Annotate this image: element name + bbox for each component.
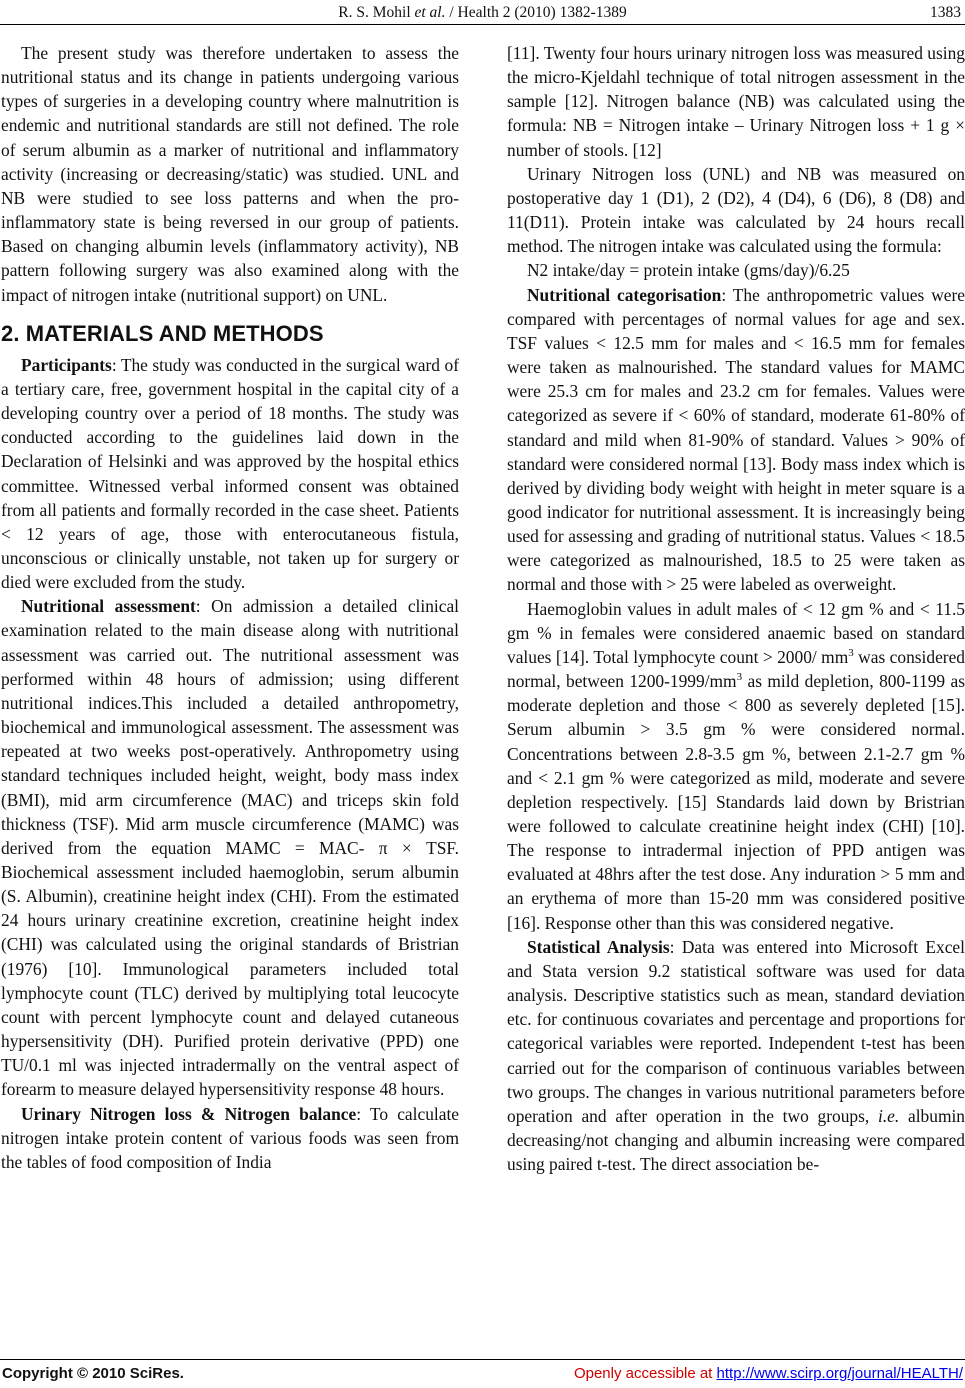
haemoglobin-text-b: was considered normal, between 1200-1999/mm — [507, 646, 965, 692]
categorisation-paragraph — [507, 283, 965, 597]
participants-text: : The study was conducted in the surgical ward of a tertiary care, free, government hospital in the capital city of a developing country over a period of 18 months. The study was conducted according to the guidelines laid down in the Declaration of Helsinki and was approved by the hospital ethics committee. Witnessed verbal informed consent was obtained from all patients and formally recorded in the case sheet. Patients < 12 years of age, those with enterocutaneous fistula, unconscious or clinically unstable, not taken up for surgery or died were excluded from the study. — [1, 354, 459, 593]
categorisation-text: : The anthropometric values were compared with percentages of normal values for age and sex. TSF values < 12.5 mm for males and < 16.5 mm for females were taken as malnourished. The standard values for MAMC were 25.3 cm for males and 23.2 cm for females. Values were categorized as severe if < 60% of standard, moderate 61-80% of standard and mild when 81-90% of standard. Values > 90% of standard were considered normal [13]. Body mass index which is derived by dividing body weight with height in meter square is a good indicator for nutritional assessment. It is increasingly being used for assessing and grading of nutritional status. Values < 18.5 were categorized as malnourished, 18.5 to 25 were taken as normal and those with > 25 were labeled as overweight. — [507, 284, 965, 595]
access-text: Openly accessible at — [573, 1365, 717, 1382]
running-title — [0, 4, 965, 22]
participants-paragraph — [1, 353, 459, 595]
statistical-analysis-label: Statistical Analysis — [527, 936, 670, 957]
unl-measurement-paragraph: Urinary Nitrogen loss (UNL) and NB was measured on postoperative day 1 (D1), 2 (D2), 4 (D4), 6 (D6), 8 (D8) and 11(D11). Protein intake was calculated by 24 hours recall method. The nitrogen intake was calculated using the formula: — [507, 163, 965, 257]
right-column — [507, 41, 965, 1176]
page-number: 1383 — [930, 4, 961, 21]
access-note — [574, 1365, 963, 1382]
haemoglobin-text-a: Haemoglobin values in adult males of < 12 gm % and < 11.5 gm % in females were considered anaemic based on standard values [14]. Total lymphocyte count > 2000/ mm — [507, 598, 965, 667]
page-footer — [0, 1362, 965, 1384]
nitrogen-intake-formula: N2 intake/day = protein intake (gms/day)/6.25 — [527, 260, 850, 281]
header-rule — [0, 24, 965, 25]
superscript-3: 3 — [736, 671, 743, 684]
nitrogen-text: : To calculate nitrogen intake protein content of various foods was seen from the tables of food composition of India — [1, 1103, 459, 1172]
intro-paragraph: The present study was therefore undertaken to assess the nutritional status and its change in patients undergoing various types of surgeries in a developing country where malnutrition is endemic and nutritional standards are still not defined. The role of serum albumin as a marker of nutritional and inflammatory activity (increasing or decreasing/static) was studied. UNL and NB were studied to see loss patterns and when the pro-inflammatory state is being reversed in our group of patients. Based on changing albumin levels (inflammatory activity), NB pattern following surgery was also examined along with the impact of nitrogen intake (nutritional support) on UNL. — [1, 43, 459, 305]
statistical-analysis-paragraph — [507, 935, 965, 1177]
running-header — [0, 2, 965, 24]
section-heading: 2. MATERIALS AND METHODS — [1, 320, 324, 346]
statistical-analysis-text-b: albumin decreasing/not changing and albumin increasing were compared using paired t-test. The direct association be- — [507, 1105, 965, 1175]
journal-link[interactable]: http://www.scirp.org/journal/HEALTH/ — [716, 1365, 963, 1382]
copyright-text: Copyright © 2010 SciRes. — [2, 1365, 184, 1382]
haemoglobin-text-c: as mild depletion, 800-1199 as moderate depletion and those < 800 as severely depleted [15]. Serum albumin > 3.5 gm % were considered normal. Concentrations between 2.8-3.5 gm %, between 2.1-2.7 gm % and < 2.1 gm % were categorized as mild, moderate and severe depletion respectively. [15] Standards laid down by Bristrian were followed to calculate creatinine height index (CHI) [10]. The response to intradermal injection of PPD antigen was evaluated at 48hrs after the test dose. Any induration > 5 mm and an erythema of more than 15-20 mm was considered positive [16]. Response other than this was considered negative. — [507, 671, 965, 933]
left-column — [1, 41, 459, 1174]
footer-rule — [0, 1359, 965, 1360]
nitrogen-continued-paragraph: [11]. Twenty four hours urinary nitrogen loss was measured using the micro-Kjeldahl technique of total nitrogen assessment in the sample [12]. Nitrogen balance (NB) was calculated using the formula: NB = Nitrogen intake – Urinary Nitrogen loss + 1 g × number of stools. [12] — [507, 43, 965, 160]
header-et-al: et al. — [414, 4, 446, 21]
haemoglobin-paragraph — [507, 597, 965, 935]
superscript-3: 3 — [848, 647, 854, 660]
ie-abbrev: i.e. — [877, 1105, 900, 1126]
nutritional-assessment-paragraph — [1, 594, 459, 1101]
header-citation: / Health 2 (2010) 1382-1389 — [449, 4, 627, 21]
participants-label: Participants — [21, 354, 112, 375]
header-authors: R. S. Mohil — [338, 4, 411, 21]
nutritional-assessment-label: Nutritional assessment — [21, 596, 196, 617]
nutritional-assessment-text: : On admission a detailed clinical examination related to the main disease along with nutritional assessment was carried out. The nutritional assessment was performed within 48 hours of admission; using different nutritional indices.This included a detailed anthropometry, biochemical and immunological assessment. The assessment was repeated at two weeks post-operatively. Anthropometry using standard techniques included height, weight, body mass index (BMI), mid arm circumference (MAC) and triceps skin fold thickness (TSF). Mid arm muscle circumference (MAMC) was derived from the equation MAMC = MAC- π × TSF. Biochemical assessment included haemoglobin, serum albumin (S. Albumin), creatinine height index (CHI). From the estimated 24 hours urinary creatinine excretion, creatinine height index (CHI) was calculated using the original standards of Bristrian (1976) [10]. Immunological parameters included total lymphocyte count (TLC) derived by multiplying total leucocyte count with percent lymphocyte count and delayed cutaneous hypersensitivity (DH). Purified protein derivative (PPD) one TU/0.1 ml was injected intradermally on the ventral aspect of forearm to measure delayed hypersensitivity response 48 hours. — [1, 596, 459, 1100]
statistical-analysis-text-a: : Data was entered into Microsoft Excel and Stata version 9.2 statistical software was used for data analysis. Descriptive statistics such as mean, standard deviation etc. for continuous covariates and percentage and proportions for categorical variables were reported. Independent t-test has been carried out for the comparison of continuous variables between two groups. The changes in various nutritional parameters before operation and after operation in the two groups, — [507, 936, 965, 1126]
nitrogen-label: Urinary Nitrogen loss & Nitrogen balance — [21, 1103, 357, 1124]
nitrogen-paragraph — [1, 1102, 459, 1174]
categorisation-label: Nutritional categorisation — [527, 284, 722, 305]
